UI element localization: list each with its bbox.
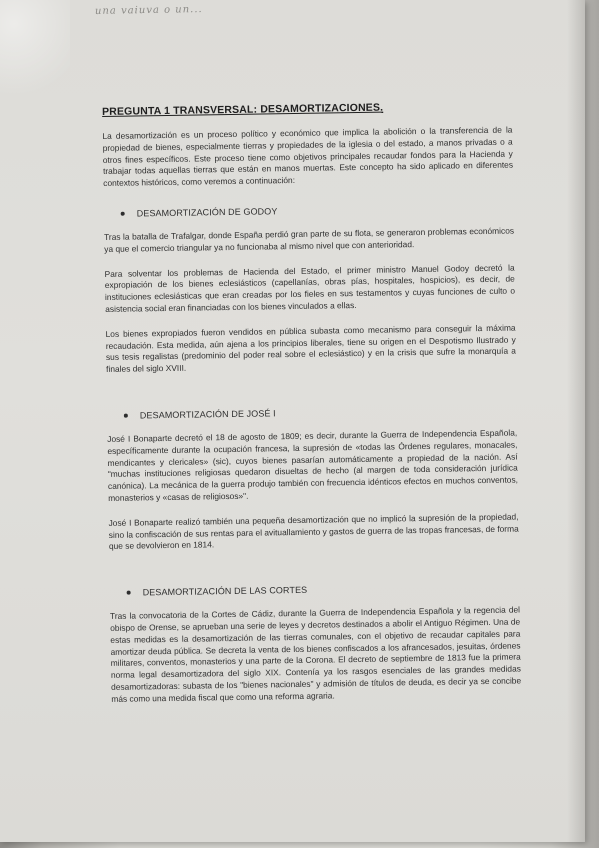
bullet-icon [124,414,128,418]
godoy-paragraph-2: Para solventar los problemas de Hacienda del Estado, el primer ministro Manuel Godoy decretó la expropiación de los bienes eclesiásticos (capellanías, obras pías, hospitales, hospicios), es decir, de instituciones eclesiásticas que eran creadas por los fieles en sus testamentos y cuyas funciones de culto o asistencia social eran financiadas con los bienes vinculados a ellas. [104,262,516,314]
section-spacer [109,560,519,569]
jose-i-paragraph-1: José I Bonaparte decretó el 18 de agosto de 1809; es decir, durante la Guerra de Independencia Española, específicamente durante la ocupación francesa, la supresión de «todas las Órdenes regulares, monacales, mendicantes y clericales» (sic), cuyos bienes pasarían automáticamente a propiedad de la nación. Así "muchas instituciones religiosas quedaron disueltas de hecho (al margen de toda consideración jurídica canónica). La mecánica de la guerra produjo también con frecuencia idénticos efectos en muchos conventos, monasterios y «casas de religiosos»". [107,427,518,503]
intro-paragraph: La desamortización es un proceso político y económico que implica la abolición o la transferencia de la propiedad de bienes, especialmente tierras y propiedades de la iglesia o del estado, a manos privadas o a otros fines específicos. Este proceso tiene como objetivos principales recaudar fondos para la Hacienda y trabajar todas aquellas tierras que están en manos muertas. Este concepto ha sido aplicado en diferentes contextos históricos, como veremos a continuación: [102,124,514,189]
document-title: PREGUNTA 1 TRANSVERSAL: DESAMORTIZACIONES. [102,101,384,118]
section-heading-label: DESAMORTIZACIÓN DE JOSÉ I [139,408,276,421]
godoy-paragraph-1: Tras la batalla de Trafalgar, donde España perdió gran parte de su flota, se generaron problemas económicos ya que el comercio triangular ya no funcionaba al mismo nivel que con anterioridad. [103,225,515,254]
bullet-icon [127,591,131,595]
section-heading-cortes [110,581,520,599]
document-content [102,100,522,719]
section-heading-jose-i [107,403,517,421]
bullet-icon [121,212,125,216]
section-heading-label: DESAMORTIZACIÓN DE LAS CORTES [142,584,308,598]
section-heading-label: DESAMORTIZACIÓN DE GODOY [136,206,278,219]
jose-i-paragraph-2: José I Bonaparte realizó también una pequeña desamortización que no implicó la supresión de la propiedad, sino la confiscación de sus rentas para el avituallamiento y gastos de guerra de las tropas francesas, de forma que se devolvieron en 1814. [108,511,519,552]
godoy-paragraph-3: Los bienes expropiados fueron vendidos en pública subasta como mecanismo para conseguir la máxima recaudación. Esta medida, aún ajena a los principios liberales, tiene su origen en el Despotismo Ilustrado y sus tesis regalistas (predominio del poder real sobre el eclesiástico) y en la crisis que sufre la monarquía a finales del siglo XVIII. [105,322,516,375]
cortes-paragraph-1: Tras la convocatoria de la Cortes de Cádiz, durante la Guerra de Independencia Española y la regencia del obispo de Orense, se aprueban una serie de leyes y decretos destinados a abolir el Antiguo Régimen. Una de estas medidas es la desamortización de las tierras comunales, con el objetivo de recaudar capitales para amortizar deuda pública. Se decreta la venta de los bienes confiscados a los afrancesados, jesuitas, órdenes militares, conventos, monasterios y una parte de la Corona. El decreto de septiembre de 1813 fue la primera norma legal desamortizadora del siglo XIX. Contenía ya los rasgos esenciales de las grandes medidas desamortizadoras: subasta de los "bienes nacionales" y admisión de títulos de deuda, es decir ya se concibe más como una medida fiscal que como una reforma agraria. [109,604,522,704]
section-heading-godoy [104,202,514,220]
section-spacer [106,382,516,391]
handwritten-note: una vaiuva o un... [94,4,203,17]
